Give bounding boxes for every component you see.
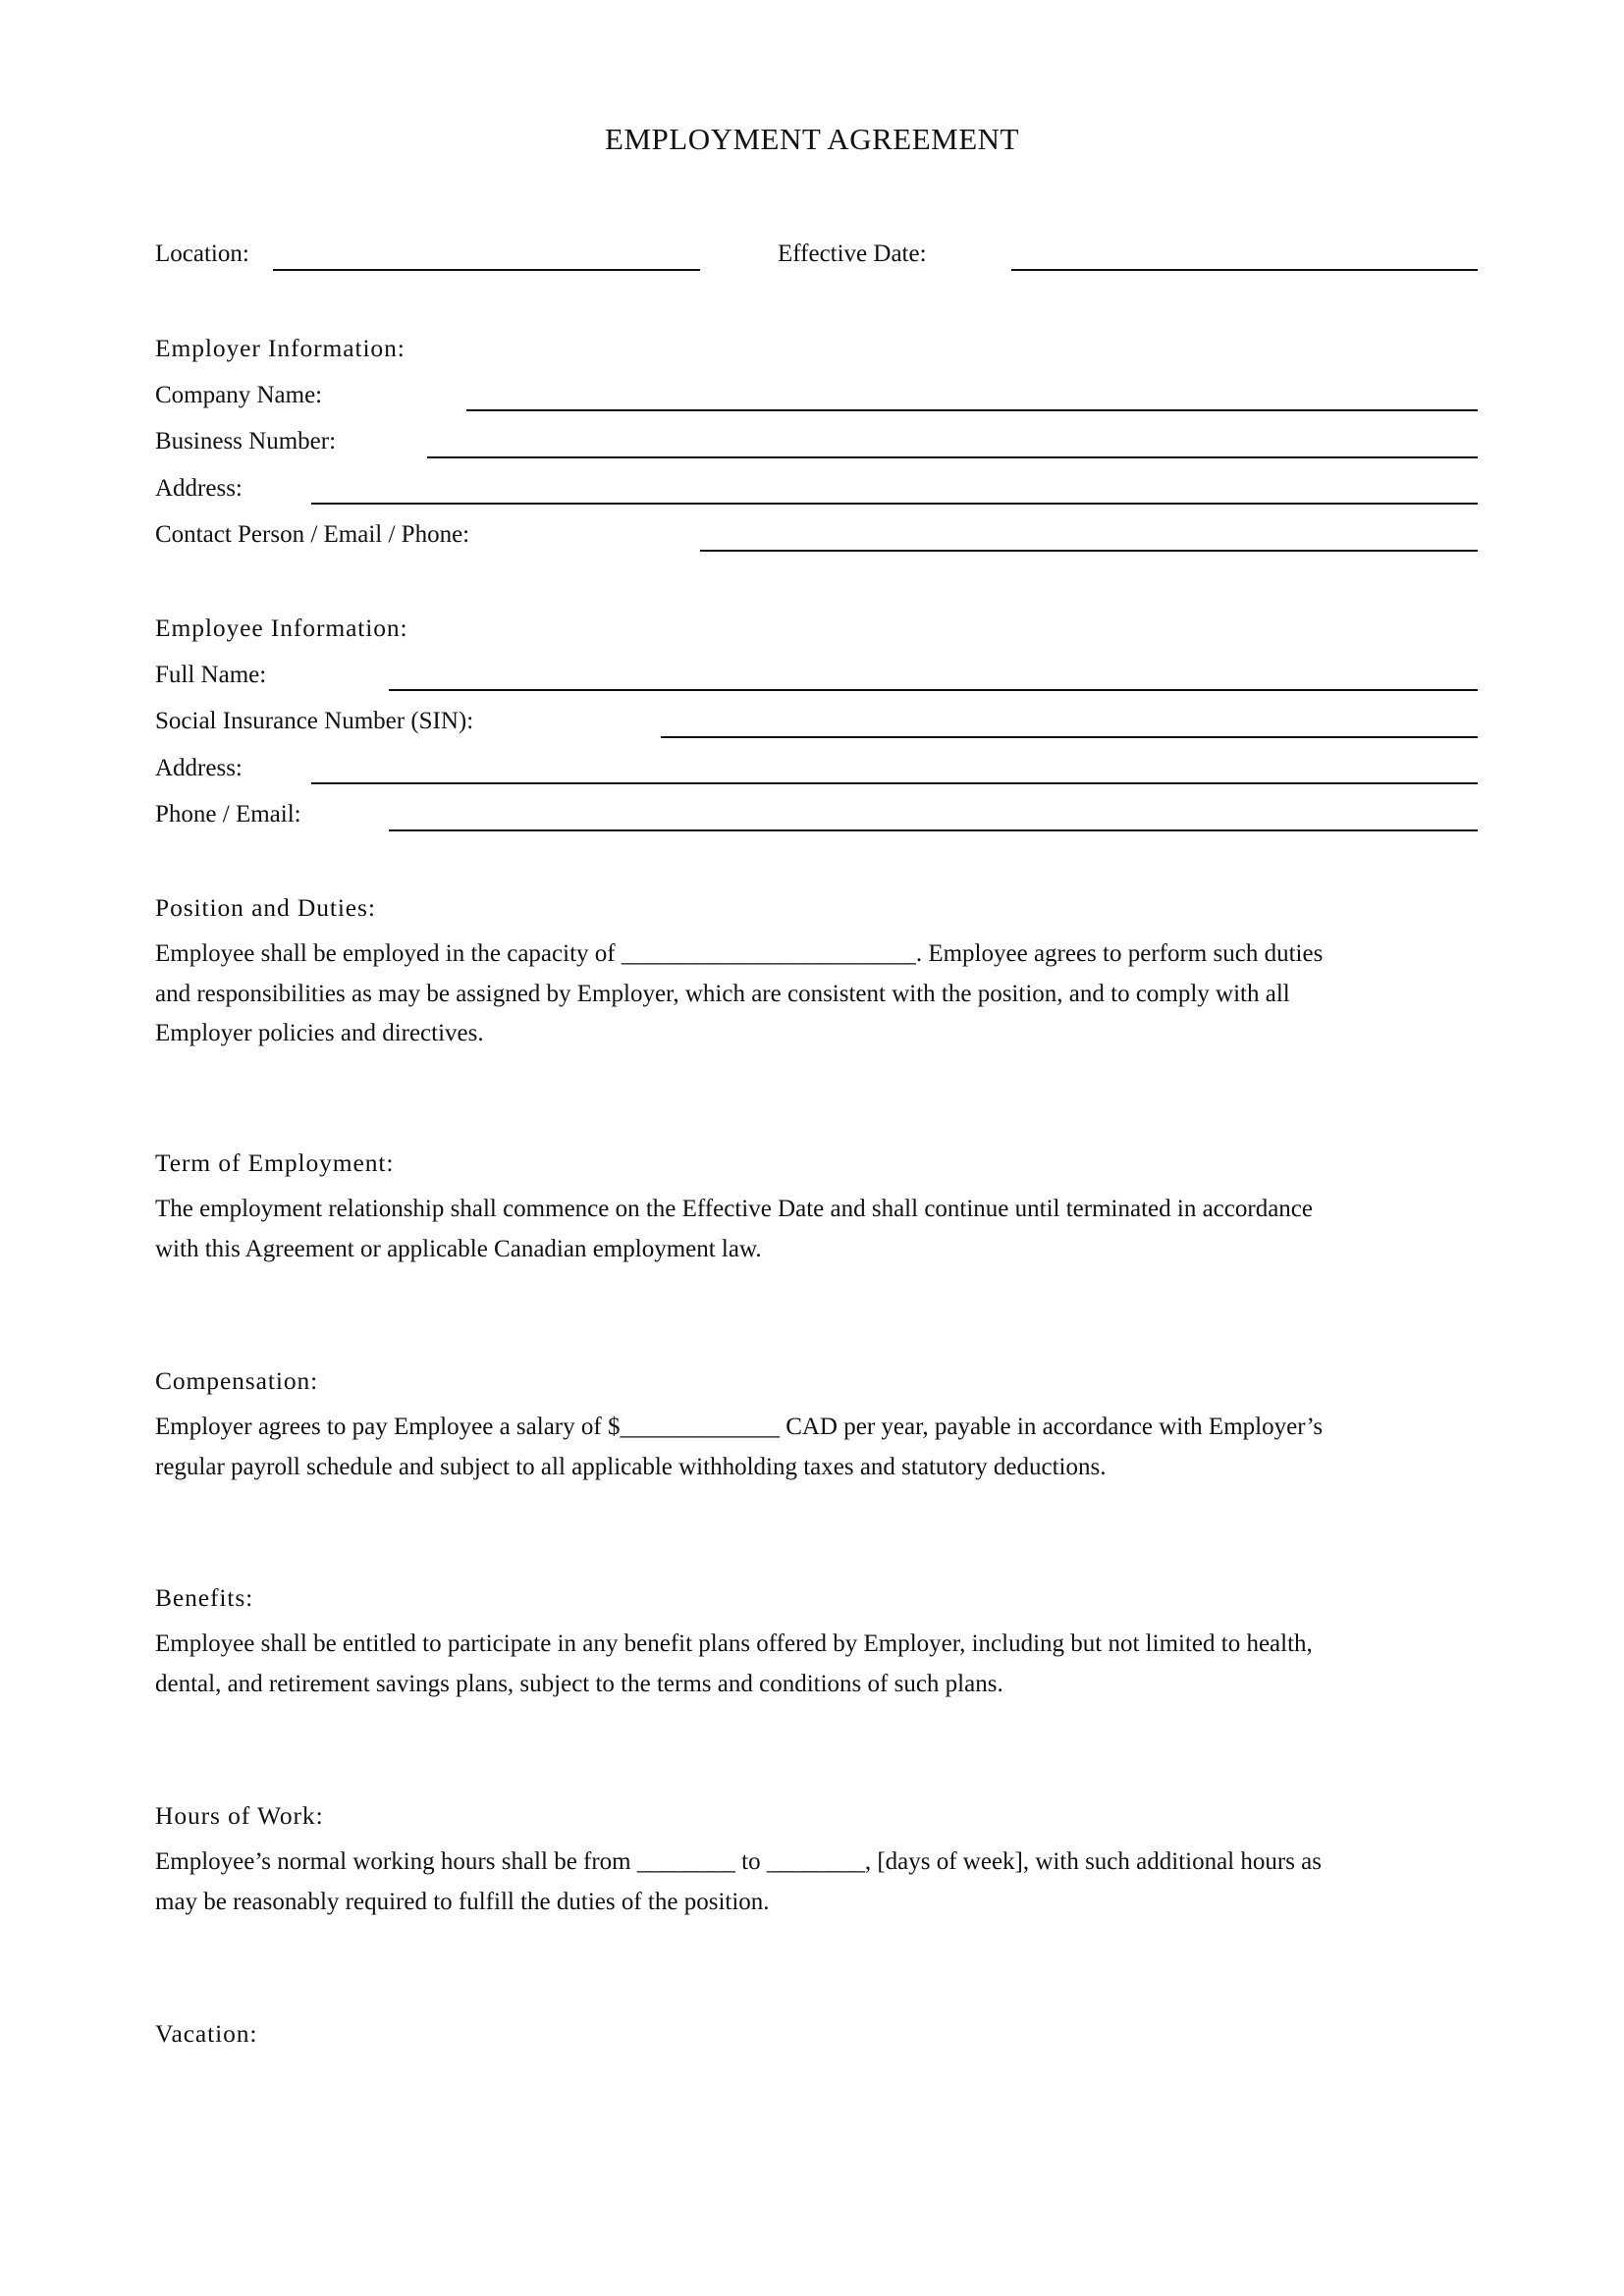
paragraph-line: Employee’s normal working hours shall be from ________ to ________, [days of week], with such additional hours as — [155, 1848, 1323, 1875]
location-label: Location: — [155, 240, 249, 267]
paragraph-line: dental, and retirement savings plans, subject to the terms and conditions of such plans. — [155, 1670, 1003, 1697]
employer-address-label: Address: — [155, 475, 243, 502]
term-paragraph — [155, 1190, 1481, 1269]
phone-email-label: Phone / Email: — [155, 801, 301, 828]
sin-label: Social Insurance Number (SIN): — [155, 708, 474, 734]
term-heading: Term of Employment: — [155, 1148, 395, 1177]
paragraph-line: with this Agreement or applicable Canadian employment law. — [155, 1235, 762, 1262]
employee-address-label: Address: — [155, 755, 243, 781]
paragraph-line: Employee shall be entitled to participate in any benefit plans offered by Employer, including but not limited to health, — [155, 1630, 1313, 1657]
company-name-label: Company Name: — [155, 382, 323, 408]
employee-info-heading: Employee Information: — [155, 614, 408, 642]
hours-heading: Hours of Work: — [155, 1801, 324, 1830]
compensation-heading: Compensation: — [155, 1366, 319, 1395]
sin-field[interactable] — [661, 736, 1478, 738]
phone-email-field[interactable] — [389, 829, 1478, 831]
contact-person-field[interactable] — [700, 550, 1478, 552]
location-field[interactable] — [273, 269, 700, 271]
paragraph-line: Employer agrees to pay Employee a salary of $_____________ CAD per year, payable in accordance with Employer’s — [155, 1414, 1324, 1440]
hours-paragraph — [155, 1842, 1481, 1922]
business-number-label: Business Number: — [155, 428, 337, 454]
full-name-label: Full Name: — [155, 662, 267, 688]
contact-person-label: Contact Person / Email / Phone: — [155, 521, 470, 548]
paragraph-line: Employer policies and directives. — [155, 1020, 484, 1046]
employer-info-heading: Employer Information: — [155, 334, 406, 362]
paragraph-line: and responsibilities as may be assigned by Employer, which are consistent with the position, and to comply with all — [155, 980, 1290, 1007]
paragraph-line: regular payroll schedule and subject to all applicable withholding taxes and statutory deductions. — [155, 1453, 1107, 1480]
employer-address-field[interactable] — [311, 503, 1478, 505]
benefits-paragraph — [155, 1625, 1481, 1704]
document-title: EMPLOYMENT AGREEMENT — [605, 122, 1019, 156]
business-number-field[interactable] — [427, 456, 1478, 458]
employee-address-field[interactable] — [311, 782, 1478, 784]
benefits-heading: Benefits: — [155, 1583, 254, 1612]
effective-date-label: Effective Date: — [778, 240, 927, 267]
paragraph-line: The employment relationship shall commence on the Effective Date and shall continue until terminated in accordance — [155, 1196, 1313, 1222]
paragraph-line: may be reasonably required to fulfill the duties of the position. — [155, 1888, 770, 1915]
paragraph-line: Employee shall be employed in the capacity of ________________________. Employee agrees to perform such duties — [155, 940, 1324, 967]
compensation-paragraph — [155, 1408, 1481, 1487]
full-name-field[interactable] — [389, 689, 1478, 691]
company-name-field[interactable] — [466, 409, 1478, 411]
effective-date-field[interactable] — [1011, 269, 1478, 271]
vacation-heading: Vacation: — [155, 2019, 258, 2048]
position-paragraph — [155, 934, 1481, 1054]
position-heading: Position and Duties: — [155, 893, 376, 922]
